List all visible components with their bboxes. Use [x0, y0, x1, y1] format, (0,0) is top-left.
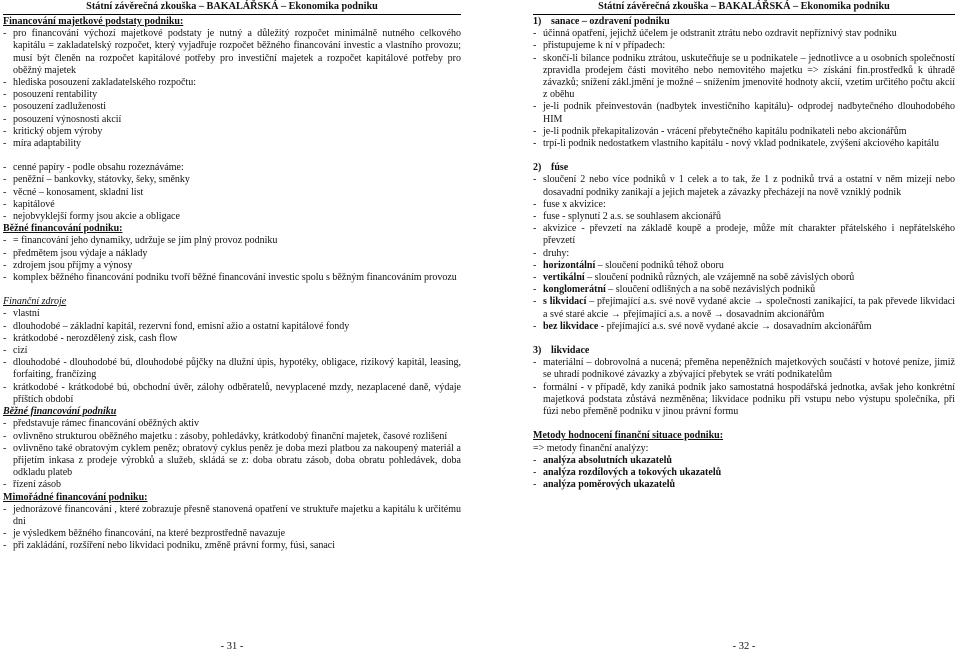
section-title-bezne: Běžné financování podniku: — [3, 223, 123, 235]
list-item: - konglomerátní – sloučení odlišných a na sobě nezávislých podniků — [533, 284, 816, 296]
metody-intro: => metody finanční analýzy: — [533, 442, 649, 454]
list-item: - dlouhodobé - dlouhodobé bú, dlouhodobé půjčky na dlužní úpis, hypotéky, obligace, rizikový kapitál, leasing, forfaiting, frančízing — [3, 357, 461, 381]
list-item: - s likvidací – přejímající a.s. své nově vydané akcie → společnosti zanikající, ta pak převede likvidaci a své staré akcie → přejímající a.s. a nově → dosavadním akcionářům — [533, 296, 955, 320]
list-item: - ovlivněno strukturou oběžného majetku : zásoby, pohledávky, krátkodobý finanční majetek, časové rozlišení — [3, 430, 448, 442]
list-item: - jednorázové financování , které zobrazuje přesně stanovená opatření ve struktuře majetku a kapitálu k určitému dni — [3, 503, 461, 527]
list-item: - účinná opatření, jejichž účelem je odstranit ztrátu nebo ozdravit nepříznivý stav podniku — [533, 28, 897, 40]
list-item: - vertikální – sloučení podniků různých, ale vzájemně na sobě závislých oborů — [533, 272, 855, 284]
section-title-majetkove: Financování majetkové podstaty podniku: — [3, 16, 184, 27]
page-number: - 32 - — [732, 640, 756, 652]
section-heading-likvidace: 3) likvidace — [533, 345, 590, 357]
page-header: Státní závěrečná zkouška – BAKALÁŘSKÁ – Ekonomika podniku — [3, 0, 461, 15]
list-item: - druhy: — [533, 247, 570, 259]
list-item: - horizontální – sloučení podniků téhož oboru — [533, 259, 724, 271]
list-item: - při zakládání, rozšíření nebo likvidaci podniku, změně právní formy, fúsi, sanaci — [3, 540, 336, 552]
section-title-bezne-2: Běžné financování podniku — [3, 406, 117, 418]
list-item: - dlouhodobé – základní kapitál, rezervní fond, emisní ažio a ostatní kapitálové fondy — [3, 320, 350, 332]
list-item: - hlediska posouzení zakladatelského rozpočtu: — [3, 77, 196, 89]
list-item: - peněžní – bankovky, státovky, šeky, směnky — [3, 174, 190, 186]
section-title-mimoradne: Mimořádné financování podniku: — [3, 491, 148, 503]
right-page — [533, 0, 955, 657]
list-item: - je-li podnik překapitalizován - vrácení přebytečného kapitálu podnikateli nebo akcionářům — [533, 125, 907, 137]
list-item: - vlastní — [3, 308, 40, 320]
list-item: - sloučení 2 nebo více podniků v 1 celek a to tak, že 1 z podniků trvá a ostatní v něm mizejí nebo dosavadní podniky zanikají a jejich majetek a závazky přecházejí na nově vzniklý podnik — [533, 174, 955, 198]
list-item: - je-li podnik přeinvestován (nadbytek investičního kapitálu)- odprodej nadbytečného dlouhodobého HIM — [533, 101, 955, 125]
list-item: - formální - v případě, kdy zaniká podnik jako samostatná hospodářská jednotka, avšak jeho konkrétní majetková podstata zůstává nezměněna; likvidace podniku při vstupu nebo výstupu společníka, při fúzi nebo přeměně podniku v jinou právní formu — [533, 381, 955, 418]
list-item: - krátkodobé - nerozdělený zisk, cash flow — [3, 332, 178, 344]
section-heading-sanace: 1) sanace – ozdravení podniku — [533, 16, 670, 27]
list-item: - trpí-li podnik nedostatkem vlastního kapitálu - nový vklad podnikatele, zvýšení akciového kapitálu — [533, 138, 940, 150]
list-item: - kapitálové — [3, 198, 55, 210]
list-item: - bez likvidace - přejímající a.s. své nově vydané akcie → dosavadním akcionářům — [533, 320, 872, 332]
list-item: - cizí — [3, 345, 28, 357]
list-item: - skončí-li bilance podniku ztrátou, uskutečňuje se u podnikatele – jednotlivce a u osobních společností zpravidla prodejem části movitého nebo nemovitého majetku => získání fin.prostředků k úhradě závazků; snížení zákl.jmění je možné – snížením jmenovité hodnoty akcií, vzetím určitého počtu akcií z oběhu — [533, 52, 955, 101]
list-item: - je výsledkem běžného financování, na které bezprostředně navazuje — [3, 528, 286, 540]
list-item: - analýza poměrových ukazatelů — [533, 479, 676, 491]
list-item: - předmětem jsou výdaje a náklady — [3, 247, 148, 259]
list-item: - zdrojem jsou příjmy a výnosy — [3, 259, 133, 271]
page-header: Státní závěrečná zkouška – BAKALÁŘSKÁ – Ekonomika podniku — [533, 0, 955, 15]
left-page — [3, 0, 461, 657]
section-title-metody: Metody hodnocení finanční situace podniku: — [533, 430, 724, 442]
list-item: - komplex běžného financování podniku tvoří běžné financování investic spolu s běžným financováním provozu — [3, 272, 457, 284]
list-item: - věcné – konosament, skladní list — [3, 186, 144, 198]
page-number: - 31 - — [220, 640, 244, 652]
list-item: - posouzení výnosnosti akcií — [3, 113, 122, 125]
list-item: - fuse x akvizice: — [533, 198, 606, 210]
list-item: - ovlivněno také obratovým cyklem peněz; obratový cyklus peněz je doba mezi platbou za nakoupený materiál a přijetím inkasa z prodeje výrobků a služeb, skládá se z: doba obratu zásob, doba obratu pohledávek, doba odkladu plateb — [3, 442, 461, 479]
list-item: - materiální – dobrovolná a nucená; přeměna nepeněžních majetkových součástí v hotové peníze, jimiž se uhradí podnikové závazky a zbývající přebytek se vrátí podnikatelům — [533, 357, 955, 381]
list-item: - posouzení zadluženosti — [3, 101, 107, 113]
list-item: - míra adaptability — [3, 138, 82, 150]
section-heading-fuse: 2) fúse — [533, 162, 569, 174]
list-item: - akvizice - převzetí na základě koupě a prodeje, může mít charakter přátelského i nepřátelského převzetí — [533, 223, 955, 247]
list-item: - nejobvyklejší formy jsou akcie a obligace — [3, 211, 180, 223]
list-item: - analýza absolutních ukazatelů — [533, 454, 672, 466]
list-item: - pro financování výchozí majetkové podstaty je nutný a důležitý rozpočet minimálně nutného celkového kapitálu = zakladatelský rozpočet, který vyjadřuje rozpočet běžného financování investic a vlastního provozu; musí být členěn na rozpočet kapitálové potřeby pro investiční majetek a rozpočet kapitálové potřeby pro oběžný majetek — [3, 28, 461, 76]
list-item: - posouzení rentability — [3, 89, 98, 101]
section-title-zdroje: Finanční zdroje — [3, 296, 67, 308]
list-item: - kritický objem výroby — [3, 125, 103, 137]
list-item: - fuse - splynutí 2 a.s. se souhlasem akcionářů — [533, 211, 722, 223]
list-item: - = financování jeho dynamiky, udržuje se jím plný provoz podniku — [3, 235, 278, 247]
list-item: - krátkodobé - krátkodobé bú, obchodní úvěr, zálohy odběratelů, nevyplacené mzdy, nezaplacené daně, výdaje příštích období — [3, 381, 461, 405]
list-item: - cenné papíry - podle obsahu rozeznáváme: — [3, 162, 184, 174]
list-item: - analýza rozdílových a tokových ukazatelů — [533, 466, 722, 478]
list-item: - řízení zásob — [3, 479, 62, 491]
list-item: - přistupujeme k ní v případech: — [533, 40, 666, 52]
list-item: - představuje rámec financování oběžných aktiv — [3, 418, 200, 430]
